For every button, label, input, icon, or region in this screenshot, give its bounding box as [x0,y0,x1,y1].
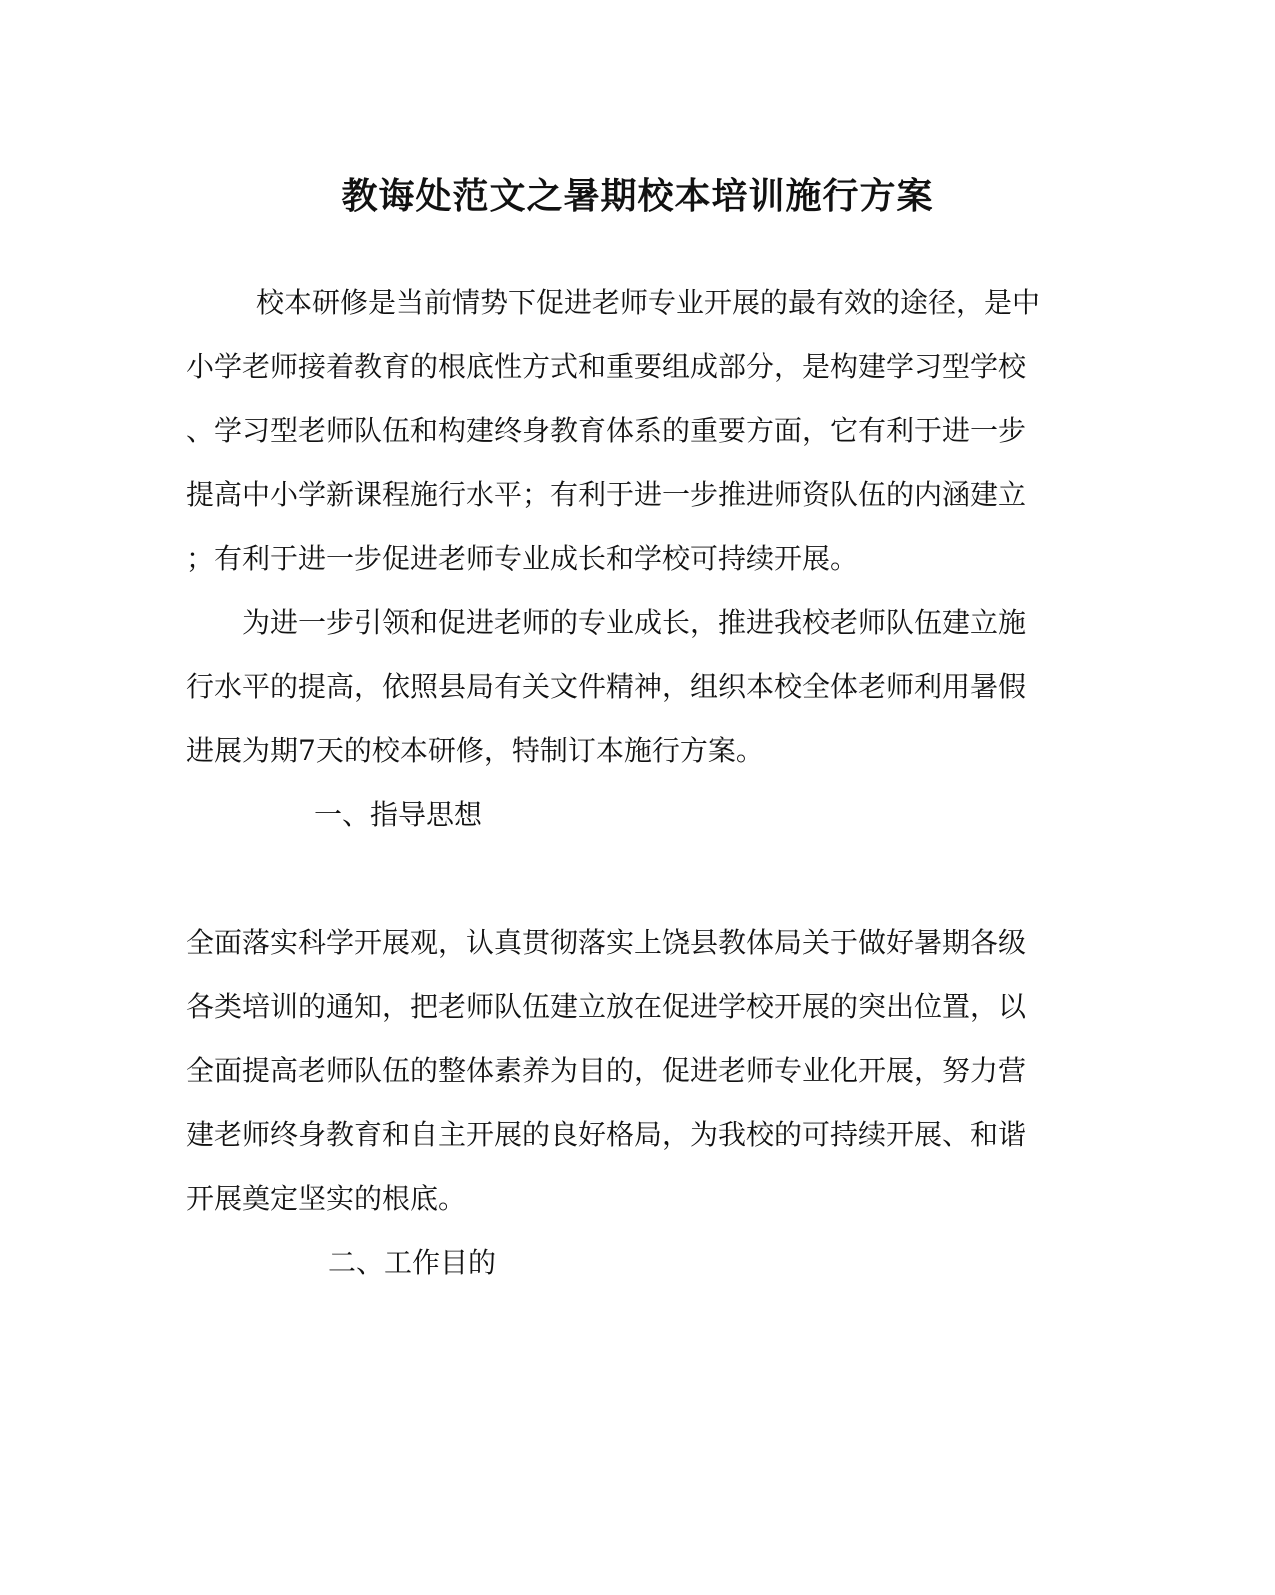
paragraph-3-line-2: 各类培训的通知，把老师队伍建立放在促进学校开展的突出位置，以 [186,990,1027,1023]
paragraph-3-line-5: 开展奠定坚实的根底。 [186,1182,467,1215]
paragraph-1-line-5: ；有利于进一步促进老师专业成长和学校可持续开展。 [186,542,859,575]
paragraph-3-line-3: 全面提高老师队伍的整体素养为目的，促进老师专业化开展，努力营 [186,1054,1027,1087]
paragraph-1-line-3: 、学习型老师队伍和构建终身教育体系的重要方面，它有利于进一步 [186,414,1027,447]
section-1-heading: 一、指导思想 [314,798,483,831]
paragraph-2-line-2: 行水平的提高，依照县局有关文件精神，组织本校全体老师利用暑假 [186,670,1027,703]
document-title: 教诲处范文之暑期校本培训施行方案 [341,175,934,217]
paragraph-3-line-4: 建老师终身教育和自主开展的良好格局，为我校的可持续开展、和谐 [186,1118,1027,1151]
paragraph-1-line-1: 校本研修是当前情势下促进老师专业开展的最有效的途径，是中 [256,286,1041,319]
paragraph-3-line-1: 全面落实科学开展观，认真贯彻落实上饶县教体局关于做好暑期各级 [186,926,1027,959]
section-2-heading: 二、工作目的 [328,1246,497,1279]
paragraph-1-line-4: 提高中小学新课程施行水平；有利于进一步推进师资队伍的内涵建立 [186,478,1027,511]
paragraph-2-line-3: 进展为期7天的校本研修，特制订本施行方案。 [186,734,764,767]
paragraph-2-line-1: 为进一步引领和促进老师的专业成长，推进我校老师队伍建立施 [242,606,1027,639]
paragraph-1-line-2: 小学老师接着教育的根底性方式和重要组成部分，是构建学习型学校 [186,350,1027,383]
